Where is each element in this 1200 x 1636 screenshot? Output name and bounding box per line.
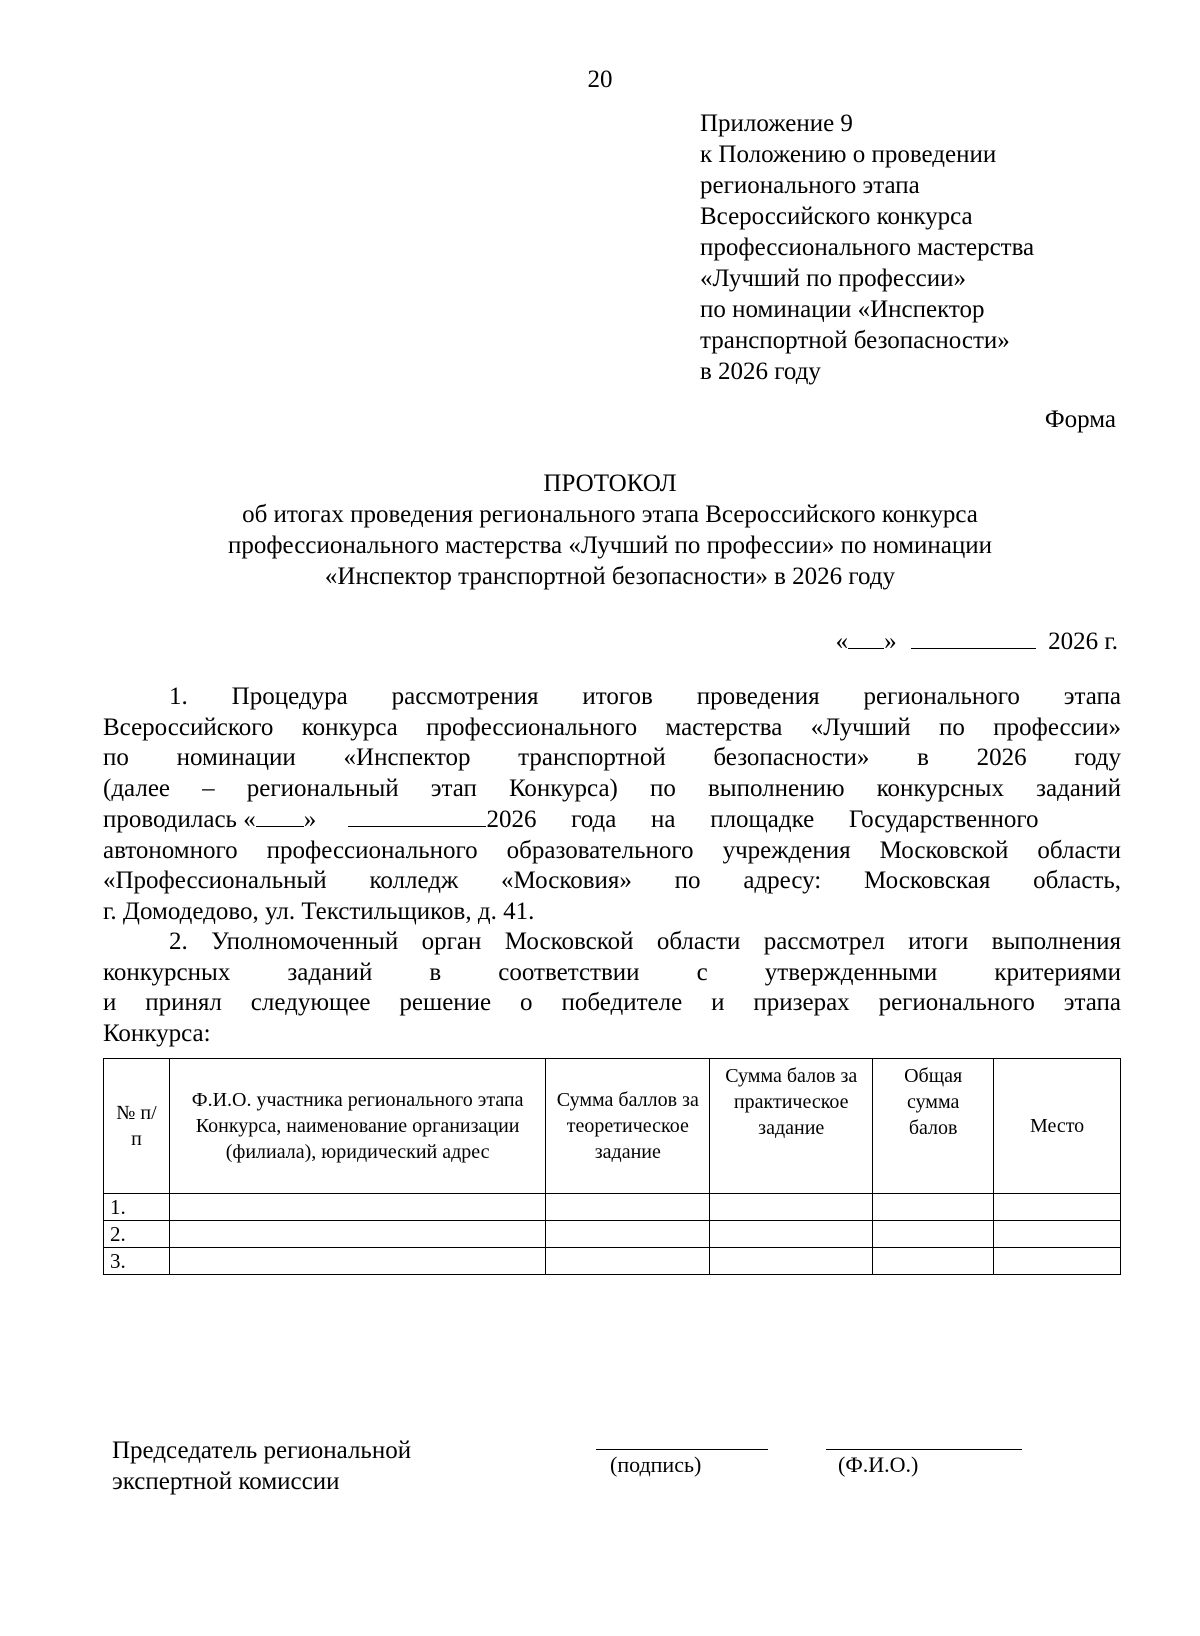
held-label: проводилась « bbox=[103, 806, 256, 833]
signature-caption: (подпись) bbox=[610, 1452, 702, 1477]
appendix-line: транспортной безопасности» bbox=[700, 327, 1010, 354]
row-number: 2. bbox=[104, 1221, 170, 1248]
table-header-row bbox=[104, 1059, 1121, 1194]
page-number: 20 bbox=[587, 66, 613, 93]
column-header-total-score: Общая сумма балов bbox=[873, 1059, 994, 1194]
total-score-cell bbox=[873, 1194, 994, 1221]
title-line: об итогах проведения регионального этапа Всероссийского конкурса bbox=[242, 501, 978, 528]
date-open-quote: « bbox=[835, 628, 849, 655]
theory-score-cell bbox=[546, 1194, 710, 1221]
place-cell bbox=[994, 1248, 1121, 1275]
paragraph-1-line bbox=[103, 804, 1121, 836]
paragraph-2-line: и принял следующее решение о победителе и призерах регионального этапа bbox=[103, 989, 1121, 1016]
form-label: Форма bbox=[1044, 406, 1116, 433]
paragraph-2-line: конкурсных заданий в соответствии с утвержденными критериями bbox=[103, 958, 1121, 986]
theory-score-cell bbox=[546, 1221, 710, 1248]
practice-score-cell bbox=[710, 1221, 873, 1248]
row-number: 1. bbox=[104, 1194, 170, 1221]
month-blank bbox=[911, 626, 1036, 649]
total-score-cell bbox=[873, 1248, 994, 1275]
date-close-quote: » bbox=[884, 628, 897, 655]
chairman-title-line: Председатель региональной bbox=[112, 1437, 412, 1464]
paragraph-1-line: (далее – региональный этап Конкурса) по выполнению конкурсных заданий bbox=[103, 774, 1121, 802]
table-row bbox=[104, 1248, 1121, 1275]
held-close-quote: » bbox=[303, 806, 317, 833]
paragraph-2-line: Конкурса: bbox=[103, 1019, 211, 1047]
column-header-participant: Ф.И.О. участника регионального этапа Конкурса, наименование организации (филиала), юридический адрес bbox=[169, 1059, 545, 1194]
paragraph-1-line: 1. Процедура рассмотрения итогов проведения регионального этапа bbox=[169, 683, 1121, 710]
appendix-line: «Лучший по профессии» bbox=[700, 265, 967, 292]
appendix-line: профессионального мастерства bbox=[700, 234, 1035, 261]
title-line: профессионального мастерства «Лучший по профессии» по номинации bbox=[227, 532, 993, 559]
theory-score-cell bbox=[546, 1248, 710, 1275]
appendix-block bbox=[700, 108, 1140, 387]
paragraph-2-line: 2. Уполномоченный орган Московской области рассмотрел итоги выполнения bbox=[169, 928, 1121, 955]
participant-cell bbox=[169, 1221, 545, 1248]
signature-line bbox=[596, 1449, 768, 1450]
document-title bbox=[100, 468, 1120, 592]
column-header-number: № п/п bbox=[104, 1059, 170, 1194]
protocol-body bbox=[103, 682, 1121, 1049]
paragraph-1-line: автономного профессионального образовательного учреждения Московской области bbox=[103, 836, 1121, 864]
participant-cell bbox=[169, 1248, 545, 1275]
date-line bbox=[836, 626, 1118, 656]
paragraph-1-line: г. Домодедово, ул. Текстильщиков, д. 41. bbox=[103, 897, 535, 925]
place-cell bbox=[994, 1194, 1121, 1221]
chairman-title bbox=[112, 1435, 411, 1497]
held-day-blank bbox=[256, 804, 304, 827]
appendix-line: Всероссийского конкурса bbox=[700, 203, 973, 230]
paragraph-1-line: по номинации «Инспектор транспортной безопасности» в 2026 году bbox=[103, 744, 1121, 771]
held-month-blank bbox=[348, 804, 486, 827]
results-table bbox=[103, 1058, 1121, 1275]
appendix-line: Приложение 9 bbox=[700, 110, 853, 137]
column-header-place: Место bbox=[994, 1059, 1121, 1194]
title-line: «Инспектор транспортной безопасности» в 2026 году bbox=[324, 563, 896, 590]
name-caption: (Ф.И.О.) bbox=[838, 1452, 919, 1477]
total-score-cell bbox=[873, 1221, 994, 1248]
table-row bbox=[104, 1194, 1121, 1221]
appendix-line: в 2026 году bbox=[700, 358, 821, 385]
table-row bbox=[104, 1221, 1121, 1248]
held-location: 2026 года на площадке Государственного bbox=[486, 806, 1039, 833]
place-cell bbox=[994, 1221, 1121, 1248]
practice-score-cell bbox=[710, 1194, 873, 1221]
chairman-title-line: экспертной комиссии bbox=[112, 1468, 340, 1495]
day-blank bbox=[848, 626, 884, 649]
column-header-theory-score: Сумма баллов за теоретическое задание bbox=[546, 1059, 710, 1194]
appendix-line: регионального этапа bbox=[700, 172, 920, 199]
practice-score-cell bbox=[710, 1248, 873, 1275]
appendix-line: по номинации «Инспектор bbox=[700, 296, 985, 323]
row-number: 3. bbox=[104, 1248, 170, 1275]
paragraph-1-line: Всероссийского конкурса профессионального мастерства «Лучший по профессии» bbox=[103, 713, 1121, 741]
name-line bbox=[826, 1449, 1022, 1450]
appendix-line: к Положению о проведении bbox=[700, 141, 997, 168]
date-year: 2026 г. bbox=[1048, 628, 1118, 655]
column-header-practice-score: Сумма балов за практическое задание bbox=[710, 1059, 873, 1194]
paragraph-1-line: «Профессиональный колледж «Московия» по адресу: Московская область, bbox=[103, 867, 1121, 894]
title-heading: ПРОТОКОЛ bbox=[543, 470, 677, 497]
participant-cell bbox=[169, 1194, 545, 1221]
